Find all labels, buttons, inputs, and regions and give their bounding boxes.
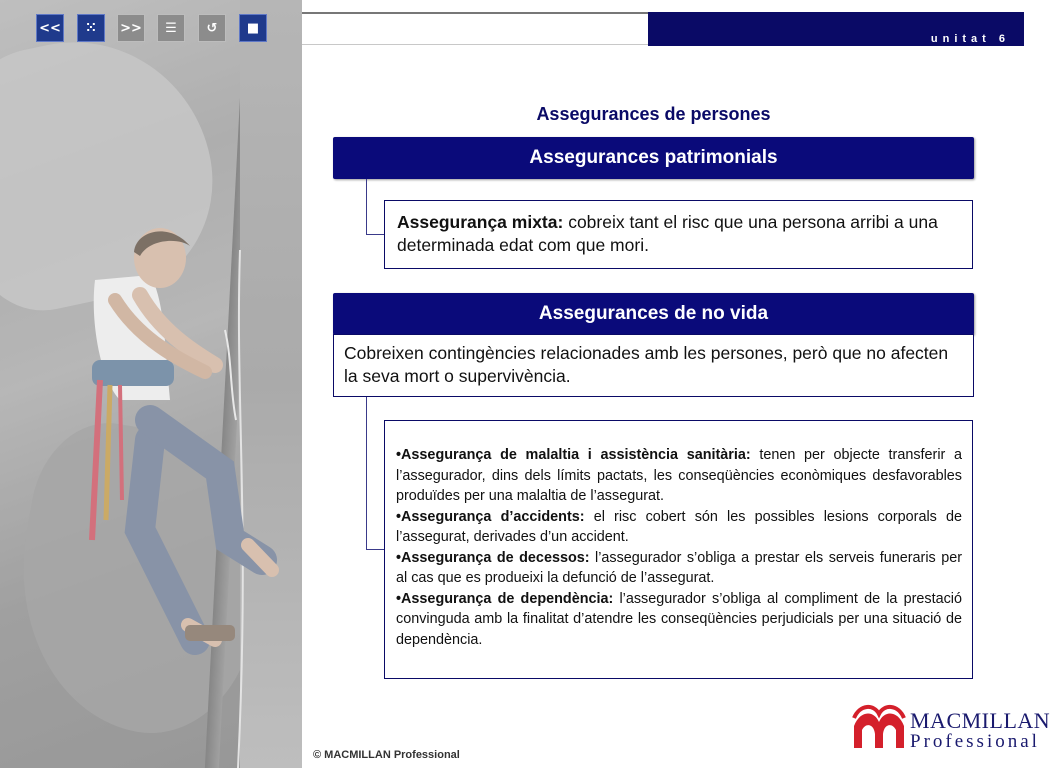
non-life-header: Assegurances de no vida	[333, 293, 974, 335]
undo-icon: ↺	[206, 20, 218, 36]
term: Assegurança mixta:	[397, 212, 564, 232]
contents-button[interactable]	[157, 14, 185, 42]
macmillan-logo-icon	[852, 704, 906, 750]
dice-icon: ⁙	[85, 20, 97, 36]
list-item: •Assegurança de decessos: l’assegurador s’obliga a prestar els serveis funeraris per al cas que es produeixi la defunció de l’assegurat.	[396, 549, 962, 586]
list-item: •Assegurança d’accidents: el risc cobert són les possibles lesions corporals de l’assegurat, derivades d’un accident.	[396, 508, 963, 545]
back-button[interactable]	[198, 14, 226, 42]
exit-button[interactable]	[239, 14, 267, 42]
logo-subtext: Professional	[910, 731, 1040, 752]
description: Cobreixen contingències relacionades amb les persones, però que no afecten la seva mort o supervivència.	[344, 343, 949, 386]
definition: cobreix tant el risc que una persona arribi a una determinada edat com que mori.	[397, 212, 938, 255]
next-button[interactable]	[117, 14, 145, 42]
list-item: •Assegurança de malaltia i assistència sanitària: tenen per objecte transferir a l’assegurador, dins dels límits pactats, les conseqüències econòmiques desfavorables produïdes per una malaltia de l’assegurat.	[396, 447, 962, 504]
top-bar-blank	[302, 14, 648, 45]
climber-photo	[0, 0, 302, 768]
stop-icon: ■	[246, 20, 260, 36]
patrimonial-header: Assegurances patrimonials	[333, 137, 974, 179]
list-icon: ☰	[165, 20, 177, 36]
list-item: •Assegurança de dependència: l’assegurador s’obliga al compliment de la prestació convinguda amb la finalitat d’atendre les conseqüències perjudicials per una situació de dependència.	[396, 590, 962, 648]
mixed-insurance-box	[384, 200, 973, 269]
macmillan-logo	[852, 704, 1050, 754]
non-life-types-box	[384, 420, 973, 679]
double-right-arrow-icon: >>	[120, 20, 142, 36]
top-bar	[648, 12, 1024, 46]
logo-text: MACMILLAN	[910, 708, 1050, 733]
connector-line	[366, 179, 385, 235]
connector-line	[366, 397, 385, 550]
previous-button[interactable]	[36, 14, 64, 42]
double-left-arrow-icon: <<	[39, 20, 61, 36]
copyright-text: © MACMILLAN Professional	[313, 749, 460, 761]
non-life-description-box	[333, 334, 974, 397]
index-button[interactable]	[77, 14, 105, 42]
unit-label: unitat 6	[930, 33, 1010, 45]
section-title: Assegurances de persones	[536, 104, 771, 124]
